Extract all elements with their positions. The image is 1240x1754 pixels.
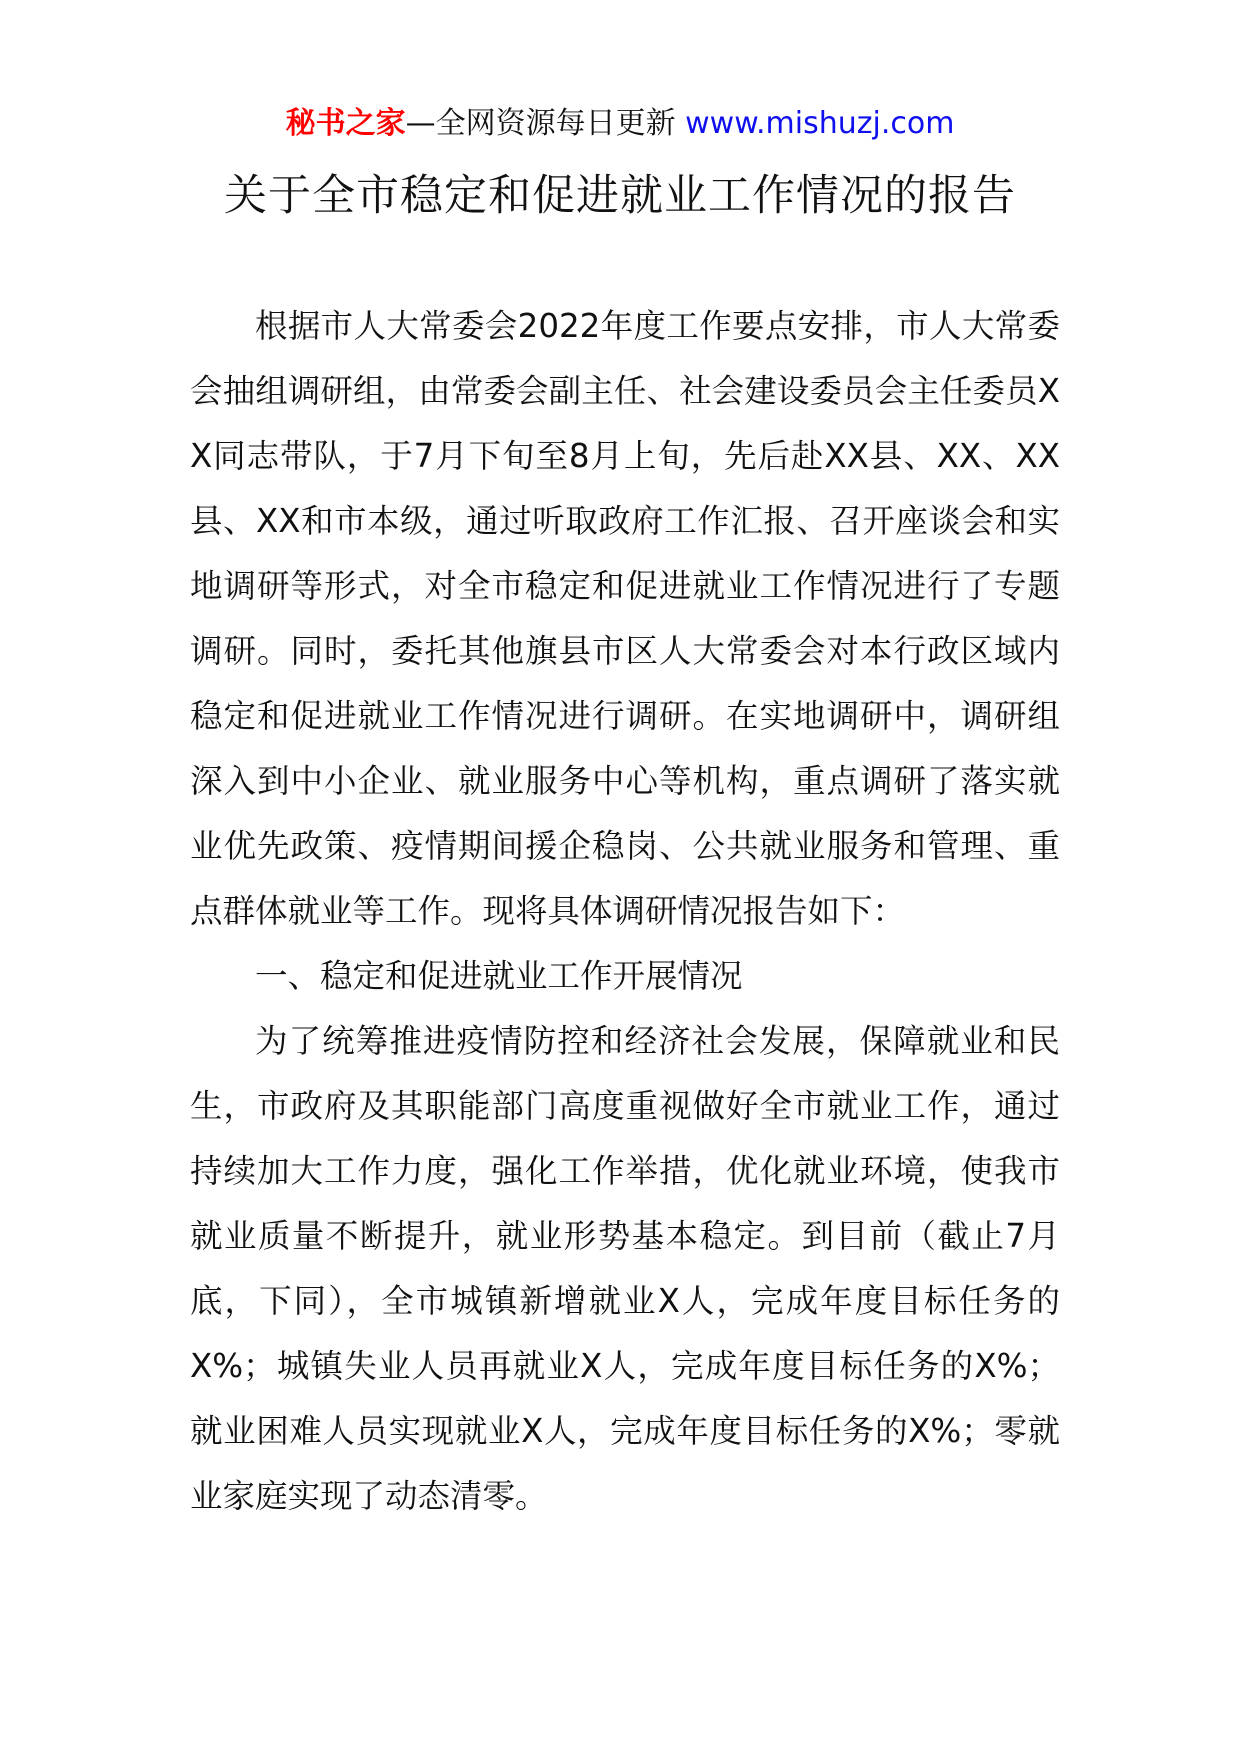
banner-slogan: —全网资源每日更新	[405, 106, 686, 141]
site-banner	[0, 104, 1240, 144]
brand-name: 秘书之家	[285, 106, 406, 141]
section-heading: 一、稳定和促进就业工作开展情况	[255, 957, 743, 995]
paragraph-intro: 根据市人大常委会2022年度工作要点安排，市人大常委会抽组调研组，由常委会副主任、社会建设委员会主任委员XX同志带队，于7月下旬至8月上旬，先后赴XX县、XX、XX县、XX和市本级，通过听取政府工作汇报、召开座谈会和实地调研等形式，对全市稳定和促进就业工作情况进行了专题调研。同时，委托其他旗县市区人大常委会对本行政区域内稳定和促进就业工作情况进行调研。在实地调研中，调研组深入到中小企业、就业服务中心等机构，重点调研了落实就业优先政策、疫情期间援企稳岗、公共就业服务和管理、重点群体就业等工作。现将具体调研情况报告如下：	[190, 307, 1060, 930]
paragraph-overview: 为了统筹推进疫情防控和经济社会发展，保障就业和民生，市政府及其职能部门高度重视做好全市就业工作，通过持续加大工作力度，强化工作举措，优化就业环境，使我市就业质量不断提升，就业形势基本稳定。到目前（截止7月底，下同），全市城镇新增就业X人，完成年度目标任务的X%；城镇失业人员再就业X人，完成年度目标任务的X%；就业困难人员实现就业X人，完成年度目标任务的X%；零就业家庭实现了动态清零。	[190, 1022, 1060, 1515]
site-url-link[interactable]: www.mishuzj.com	[685, 106, 955, 141]
document-title: 关于全市稳定和促进就业工作情况的报告	[224, 171, 1016, 221]
document-body	[190, 294, 1060, 1529]
